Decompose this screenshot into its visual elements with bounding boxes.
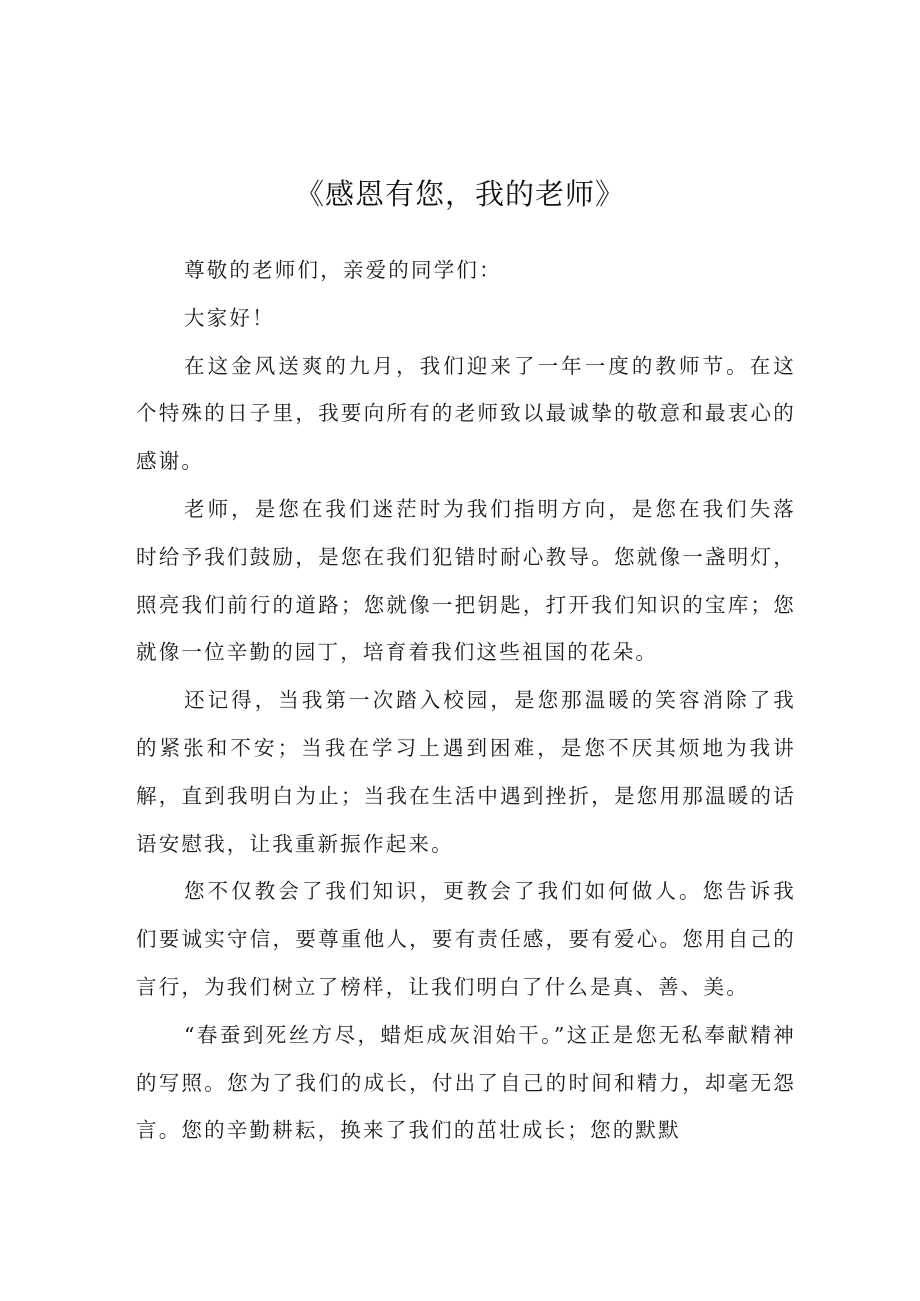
paragraph-2: 老师，是您在我们迷茫时为我们指明方向，是您在我们失落时给予我们鼓励，是您在我们犯错时耐心教导。您就像一盏明灯，照亮我们前行的道路；您就像一把钥匙，打开我们知识的宝库；您就像一位辛勤的园丁，培育着我们这些祖国的花朵。: [136, 496, 796, 665]
paragraph-salutation: 尊敬的老师们，亲爱的同学们：: [184, 258, 502, 282]
paragraph-3: 还记得，当我第一次踏入校园，是您那温暖的笑容消除了我的紧张和不安；当我在学习上遇到困难，是您不厌其烦地为我讲解，直到我明白为止；当我在生活中遇到挫折，是您用那温暖的话语安慰我，让我重新振作起来。: [136, 688, 796, 856]
paragraph-1: 在这金风送爽的九月，我们迎来了一年一度的教师节。在这个特殊的日子里，我要向所有的老师致以最诚挚的敬意和最衷心的感谢。: [136, 353, 796, 474]
document-body: [136, 247, 796, 1155]
paragraph-5: “春蚕到死丝方尽，蜡炬成灰泪始干。”这正是您无私奉献精神的写照。您为了我们的成长，付出了自己的时间和精力，却毫无怨言。您的辛勤耕耘，换来了我们的茁壮成长；您的默默: [136, 1022, 796, 1143]
paragraph-greeting: 大家好！: [184, 305, 275, 330]
paragraph-4: 您不仅教会了我们知识，更教会了我们如何做人。您告诉我们要诚实守信，要尊重他人，要有责任感，要有爱心。您用自己的言行，为我们树立了榜样，让我们明白了什么是真、善、美。: [136, 879, 796, 999]
document-title: 《感恩有您，我的老师》: [294, 177, 625, 211]
